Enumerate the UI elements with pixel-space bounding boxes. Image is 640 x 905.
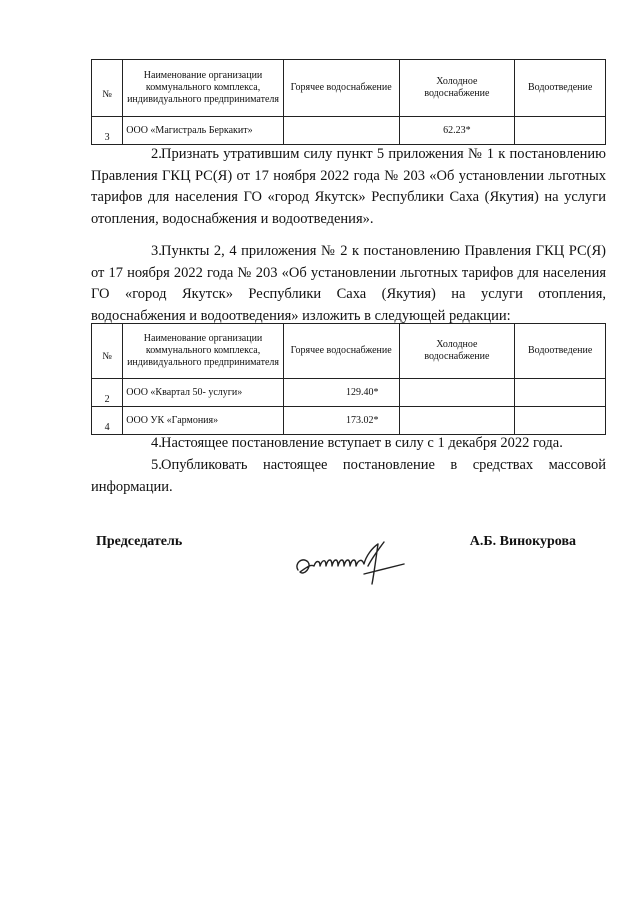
- table-row: [92, 407, 606, 435]
- table-header-row: [92, 324, 606, 379]
- row-number: 2: [92, 379, 123, 407]
- row-number: 4: [92, 407, 123, 435]
- header-number: №: [92, 324, 123, 379]
- header-organization: Наименование организации коммунального комплекса, индивидуального предпринимателя: [123, 324, 284, 379]
- header-drainage: Водоотведение: [515, 60, 606, 117]
- paragraph-number: 5.: [151, 457, 162, 473]
- paragraph-4: [91, 433, 606, 455]
- table-row: [92, 117, 606, 145]
- row-drainage: [515, 379, 606, 407]
- paragraph-text: Опубликовать настоящее постановление в средствах массовой информации.: [91, 457, 606, 495]
- paragraph-number: 2.: [151, 146, 162, 162]
- paragraph-number: 4.: [151, 435, 162, 451]
- paragraph-text: Признать утратившим силу пункт 5 приложения № 1 к постановлению Правления ГКЦ РС(Я) от 17 ноября 2022 года № 203 «Об установлении льготных тарифов для населения ГО «город Якутск» Республики Саха (Якутия) на услуги отопления, водоснабжения и водоотведения».: [91, 146, 606, 227]
- row-organization: ООО УК «Гармония»: [123, 407, 284, 435]
- paragraph-3: [91, 241, 606, 327]
- header-organization: Наименование организации коммунального комплекса, индивидуального предпринимателя: [123, 60, 284, 117]
- row-cold-water: 62.23*: [399, 117, 515, 145]
- paragraph-text: Пункты 2, 4 приложения № 2 к постановлению Правления ГКЦ РС(Я) от 17 ноября 2022 года № 203 «Об установлении льготных тарифов для населения ГО «город Якутск» Республики Саха (Якутия) на услуги отопления, водоснабжения и водоотведения» изложить в следующей редакции:: [91, 243, 606, 324]
- header-cold-water: Холодное водоснабжение: [399, 324, 515, 379]
- row-cold-water: [399, 379, 515, 407]
- row-organization: ООО «Магистраль Беркакит»: [123, 117, 284, 145]
- row-cold-water: [399, 407, 515, 435]
- signature-block: [96, 534, 576, 594]
- tariff-table-1: [91, 59, 606, 145]
- paragraph-text: Настоящее постановление вступает в силу с 1 декабря 2022 года.: [161, 435, 563, 451]
- row-drainage: [515, 407, 606, 435]
- header-cold-water: Холодное водоснабжение: [399, 60, 515, 117]
- header-hot-water: Горячее водоснабжение: [283, 60, 399, 117]
- header-drainage: Водоотведение: [515, 324, 606, 379]
- table-header-row: [92, 60, 606, 117]
- paragraph-5: [91, 455, 606, 498]
- paragraph-2: [91, 144, 606, 230]
- header-hot-water: Горячее водоснабжение: [283, 324, 399, 379]
- row-drainage: [515, 117, 606, 145]
- tariff-table-2: [91, 323, 606, 435]
- handwritten-signature: [292, 534, 412, 590]
- row-hot-water: 173.02*: [283, 407, 399, 435]
- row-number: 3: [92, 117, 123, 145]
- signer-name: А.Б. Винокурова: [469, 534, 576, 549]
- row-hot-water: [283, 117, 399, 145]
- row-hot-water: 129.40*: [283, 379, 399, 407]
- header-number: №: [92, 60, 123, 117]
- paragraph-number: 3.: [151, 243, 162, 259]
- table-row: [92, 379, 606, 407]
- row-organization: ООО «Квартал 50- услуги»: [123, 379, 284, 407]
- signer-title: Председатель: [96, 534, 183, 549]
